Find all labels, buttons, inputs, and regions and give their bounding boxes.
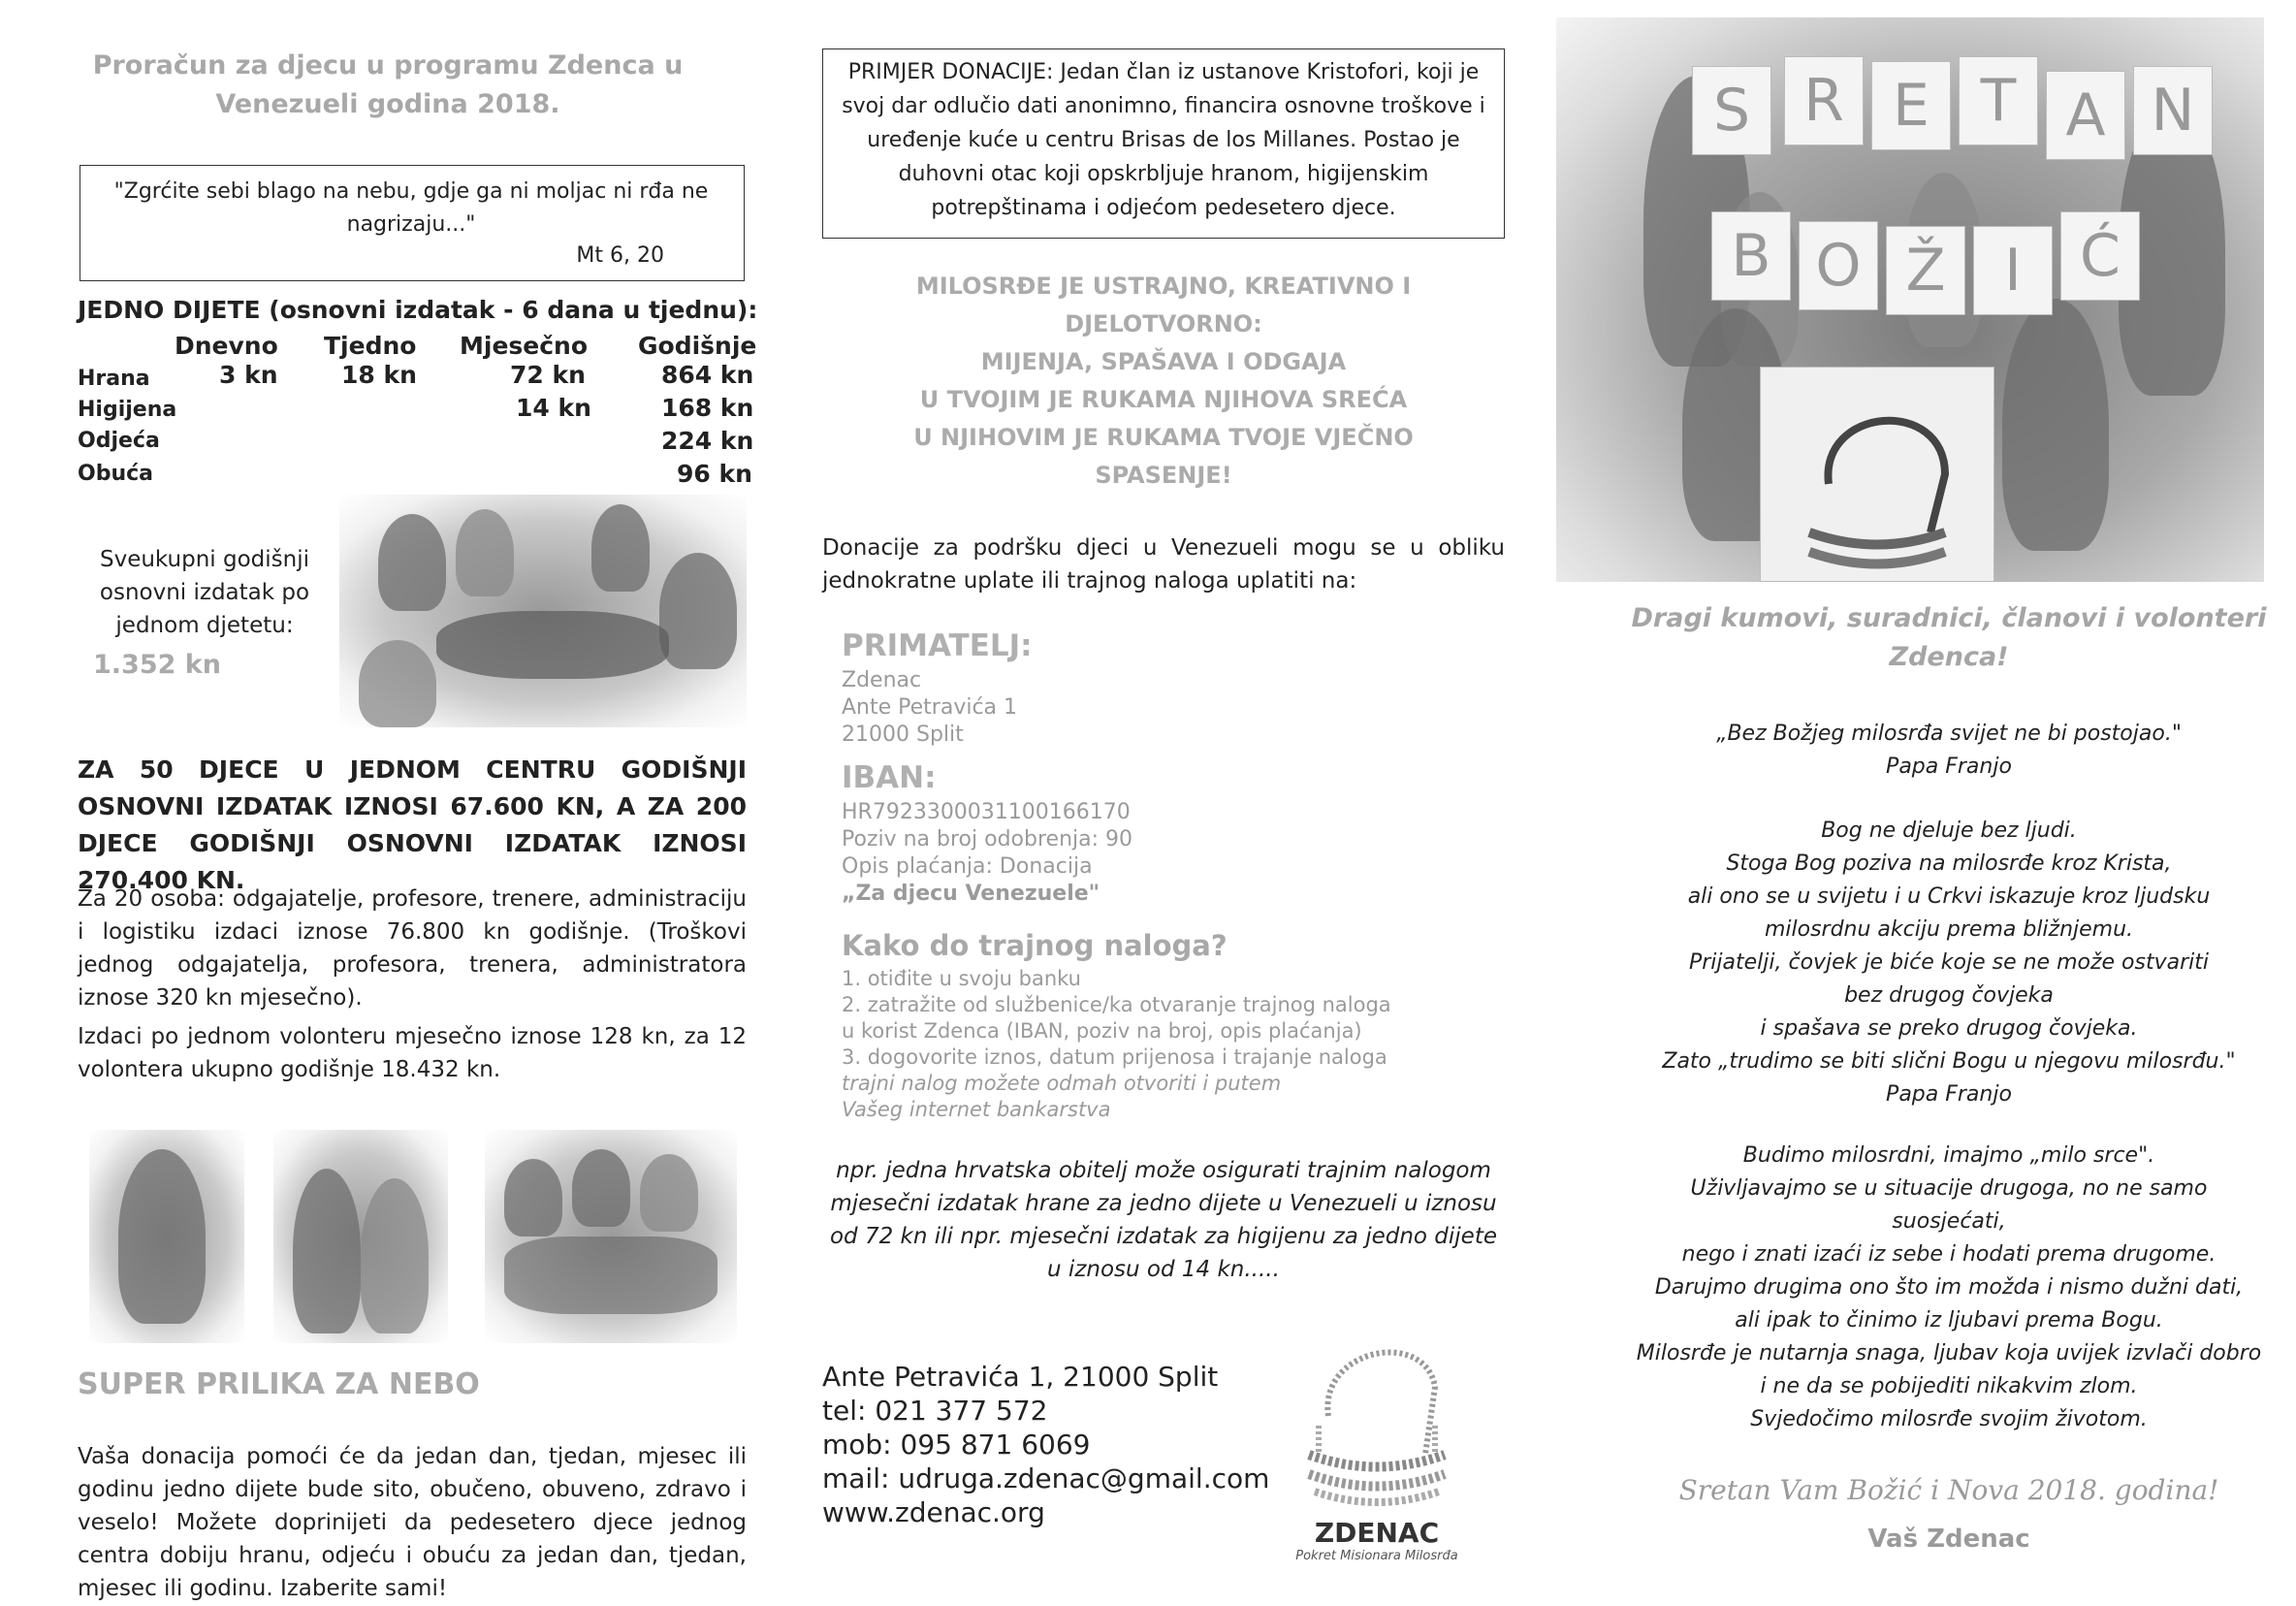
- boy-photo: [89, 1130, 244, 1343]
- total-value: 1.352 kn: [93, 650, 221, 680]
- body2-line5: Darujmo drugima ono što im možda i nismo dužni dati,: [1654, 1275, 2244, 1300]
- caps-paragraph: ZA 50 DJECE U JEDNOM CENTRU GODIŠNJI OSNOVNI IZDATAK IZNOSI 67.600 KN, A ZA 200 DJECE GODIŠNJI OSNOVNI IZDATAK IZNOSI 270.400 KN.: [78, 755, 747, 894]
- children-table-photo: [339, 495, 747, 727]
- letter-card-c: Ć: [2060, 211, 2140, 301]
- body2-line3: suosjećati,: [1892, 1209, 2006, 1234]
- two-children-photo: [273, 1130, 448, 1343]
- closing-wish: Sretan Vam Božić i Nova 2018. godina!: [1678, 1474, 2219, 1506]
- iban-heading: IBAN:: [842, 760, 937, 795]
- signature: Vaš Zdenac: [1867, 1525, 2030, 1554]
- donation-example-box: [822, 48, 1505, 239]
- hygiene-monthly: 14 kn: [516, 394, 591, 422]
- mercy-line-1: MILOSRĐE JE USTRAJNO, KREATIVNO I: [915, 273, 1412, 300]
- body-text-1: [1610, 815, 2288, 1111]
- col-header-yearly: Godišnje: [638, 332, 757, 360]
- mercy-line-6: SPASENJE!: [1095, 462, 1232, 489]
- well-icon: [1761, 368, 1993, 581]
- body1-line3: ali ono se u svijetu i u Crkvi iskazuje kroz ljudsku: [1687, 884, 2211, 909]
- food-yearly: 864 kn: [661, 361, 754, 389]
- body1-line5: Prijatelji, čovjek je biće koje se ne može ostvariti: [1688, 950, 2209, 975]
- pope-quote-text: „Bez Božjeg milosrđa svijet ne bi postojao.": [1716, 722, 2182, 746]
- body1-line6: bez drugog čovjeka: [1844, 983, 2054, 1008]
- cost-table: [78, 332, 756, 497]
- hygiene-yearly: 168 kn: [661, 394, 754, 422]
- letter-card-s: S: [1692, 66, 1771, 155]
- body1-line4: milosrdnu akciju prema bližnjemu.: [1764, 917, 2134, 942]
- recipient-lines: [842, 667, 1017, 749]
- mercy-block: [822, 268, 1505, 495]
- contact-tel: tel: 021 377 572: [822, 1395, 1048, 1427]
- col-header-daily: Dnevno: [175, 332, 278, 360]
- standing-order-steps: [842, 966, 1391, 1123]
- row-label-food: Hrana: [78, 367, 150, 391]
- donations-intro: Donacije za podršku djeci u Venezueli mogu se u obliku jednokratne uplate ili trajnog naloga uplatiti na:: [822, 535, 1505, 594]
- greeting: [1610, 599, 2288, 677]
- body2-line4: nego i znati izaći iz sebe i hodati prema drugome.: [1681, 1242, 2216, 1267]
- pope-quote: [1610, 718, 2288, 784]
- standing-note-2: Vašeg internet bankarstva: [842, 1098, 1111, 1121]
- total-label-line3: jednom djetetu:: [115, 613, 294, 638]
- iban-number: HR7923300031100166170: [842, 800, 1131, 824]
- body1-line8: Zato „trudimo se biti slični Bogu u njegovu milosrđu.": [1662, 1049, 2236, 1074]
- total-label-line1: Sveukupni godišnji: [99, 547, 309, 572]
- iban-description: Opis plaćanja: Donacija: [842, 854, 1093, 879]
- shoes-yearly: 96 kn: [677, 460, 752, 488]
- letter-card-r: R: [1784, 56, 1864, 145]
- iban-reference: Poziv na broj odobrenja: 90: [842, 827, 1133, 851]
- zdenac-logo: [1280, 1309, 1474, 1571]
- iban-lines: [842, 799, 1132, 908]
- volunteers-paragraph: Izdaci po jednom volonteru mjesečno iznose 128 kn, za 12 volontera ukupno godišnje 18.432 kn.: [78, 1024, 747, 1082]
- letter-card-b: B: [1711, 211, 1791, 301]
- bible-quote-text: "Zgrćite sebi blago na nebu, gdje ga ni moljac ni rđa ne nagrizaju...": [113, 179, 709, 237]
- body-text-2: [1610, 1140, 2288, 1436]
- greeting-line1: Dragi kumovi, suradnici, članovi i volonteri: [1631, 603, 2267, 633]
- christmas-letters-photo: [1556, 17, 2264, 582]
- recipient-heading: PRIMATELJ:: [842, 628, 1033, 663]
- mercy-line-4: U TVOJIM JE RUKAMA NJIHOVA SREĆA: [919, 386, 1408, 413]
- logo-subtitle: Pokret Misionara Milosrđa: [1295, 1549, 1458, 1563]
- total-label: [93, 543, 316, 642]
- standing-step-2: 2. zatražite od službenice/ka otvaranje trajnog naloga: [842, 993, 1391, 1016]
- group-table-photo: [485, 1130, 737, 1343]
- body2-line6: ali ipak to činimo iz ljubavi prema Bogu.: [1735, 1308, 2163, 1333]
- greeting-line2: Zdenca!: [1889, 642, 2009, 672]
- row-label-clothes: Odjeća: [78, 429, 160, 453]
- letter-card-e: E: [1871, 61, 1951, 150]
- standing-step-1: 1. otiđite u svoju banku: [842, 967, 1081, 990]
- row-label-shoes: Obuća: [78, 462, 153, 486]
- food-daily: 3 kn: [219, 361, 278, 389]
- mercy-line-5: U NJIHOVIM JE RUKAMA TVOJE VJEČNO: [913, 424, 1414, 451]
- letter-card-a: A: [2046, 71, 2125, 160]
- recipient-name: Zdenac: [842, 668, 922, 692]
- pope-quote-author: Papa Franjo: [1886, 755, 2012, 779]
- body2-line2: Uživljavajmo se u situacije drugoga, no ne samo: [1690, 1176, 2208, 1201]
- mercy-line-3: MIJENJA, SPAŠAVA I ODGAJA: [980, 348, 1347, 375]
- letter-card-t: T: [1959, 56, 2038, 145]
- body1-line9: Papa Franjo: [1886, 1082, 2012, 1107]
- contact-address: Ante Petravića 1, 21000 Split: [822, 1361, 1219, 1393]
- body1-line1: Bog ne djeluje bez ljudi.: [1821, 819, 2077, 843]
- body2-line8: i ne da se pobijediti nikakvim zlom.: [1760, 1374, 2138, 1398]
- contact-mob: mob: 095 871 6069: [822, 1429, 1091, 1461]
- standing-step-3: 3. dogovorite iznos, datum prijenosa i trajanje naloga: [842, 1045, 1387, 1069]
- standing-note-1: trajni nalog možete odmah otvoriti i putem: [842, 1072, 1282, 1095]
- contact-mail[interactable]: mail: udruga.zdenac@gmail.com: [822, 1462, 1270, 1494]
- contact-block: [822, 1360, 1269, 1529]
- clothes-yearly: 224 kn: [661, 427, 754, 455]
- donation-example-text: PRIMJER DONACIJE: Jedan član iz ustanove Kristofori, koji je svoj dar odlučio dati anonimno, financira osnovne troškove i uređenje kuće u centru Brisas de los Millanes. Postao je duhovni otac koji opskrbljuje hranom, higijenskim potrepštinama i odjećom pedesetero djece.: [842, 60, 1485, 220]
- letter-card-n: N: [2133, 66, 2213, 155]
- food-monthly: 72 kn: [510, 361, 586, 389]
- budget-title: [78, 47, 698, 124]
- body2-line9: Svjedočimo milosrđe svojim životom.: [1750, 1407, 2148, 1431]
- well-icon: [1280, 1309, 1474, 1513]
- col-header-weekly: Tjedno: [324, 332, 417, 360]
- body2-line1: Budimo milosrdni, imajmo „milo srce".: [1742, 1143, 2155, 1168]
- standing-step-2b: u korist Zdenca (IBAN, poziv na broj, opis plaćanja): [842, 1019, 1362, 1043]
- total-label-line2: osnovni izdatak po: [99, 580, 310, 605]
- letter-card-o: O: [1799, 221, 1878, 310]
- col-header-monthly: Mjesečno: [460, 332, 589, 360]
- bible-quote-ref: Mt 6, 20: [576, 243, 664, 268]
- body1-line7: i spašava se preko drugog čovjeka.: [1760, 1016, 2138, 1041]
- body2-line7: Milosrđe je nutarnja snaga, ljubav koja uvijek izvlači dobro: [1636, 1341, 2262, 1365]
- letter-card-i: I: [1973, 226, 2053, 315]
- letter-card-z: Ž: [1886, 226, 1965, 315]
- bible-quote-box: [80, 165, 745, 281]
- budget-title-line1: Proračun za djecu u programu Zdenca u: [92, 50, 684, 80]
- recipient-street: Ante Petravića 1: [842, 695, 1018, 720]
- row-label-hygiene: Higijena: [78, 398, 177, 422]
- recipient-city: 21000 Split: [842, 723, 964, 747]
- super-heading: SUPER PRILIKA ZA NEBO: [78, 1367, 480, 1401]
- child-heading: JEDNO DIJETE (osnovni izdatak - 6 dana u tjednu):: [78, 296, 758, 324]
- staff-paragraph: Za 20 osoba: odgajatelje, profesore, trenere, administraciju i logistiku izdaci iznose 76.800 kn godišnje. (Troškovi jednog odgajatelja, profesora, trenera, administratora iznose 320 kn mjesečno).: [78, 886, 747, 1011]
- logo-name: ZDENAC: [1314, 1517, 1440, 1549]
- mercy-line-2: DJELOTVORNO:: [1065, 310, 1262, 337]
- standing-order-heading: Kako do trajnog naloga?: [842, 929, 1228, 962]
- super-paragraph: Vaša donacija pomoći će da jedan dan, tjedan, mjesec ili godinu jedno dijete bude sito, obučeno, obuveno, zdravo i veselo! Možete doprinijeti da pedesetero djece jednog centra dobiju hranu, odjeću i obuću za jedan dan, tjedan, mjesec ili godinu. Izaberite sami!: [78, 1444, 747, 1601]
- example-italic: npr. jedna hrvatska obitelj može osigurati trajnim nalogom mjesečni izdatak hrane za jedno dijete u Venezueli u iznosu od 72 kn ili npr. mjesečni izdatak za higijenu za jedno dijete u iznosu od 14 kn.....: [829, 1158, 1497, 1282]
- contact-web[interactable]: www.zdenac.org: [822, 1496, 1045, 1528]
- zdenac-banner: [1760, 367, 1994, 582]
- body1-line2: Stoga Bog poziva na milosrđe kroz Krista,: [1726, 851, 2172, 876]
- food-weekly: 18 kn: [341, 361, 417, 389]
- budget-title-line2: Venezueli godina 2018.: [215, 89, 560, 119]
- iban-description-value: „Za djecu Venezuele": [842, 882, 1100, 906]
